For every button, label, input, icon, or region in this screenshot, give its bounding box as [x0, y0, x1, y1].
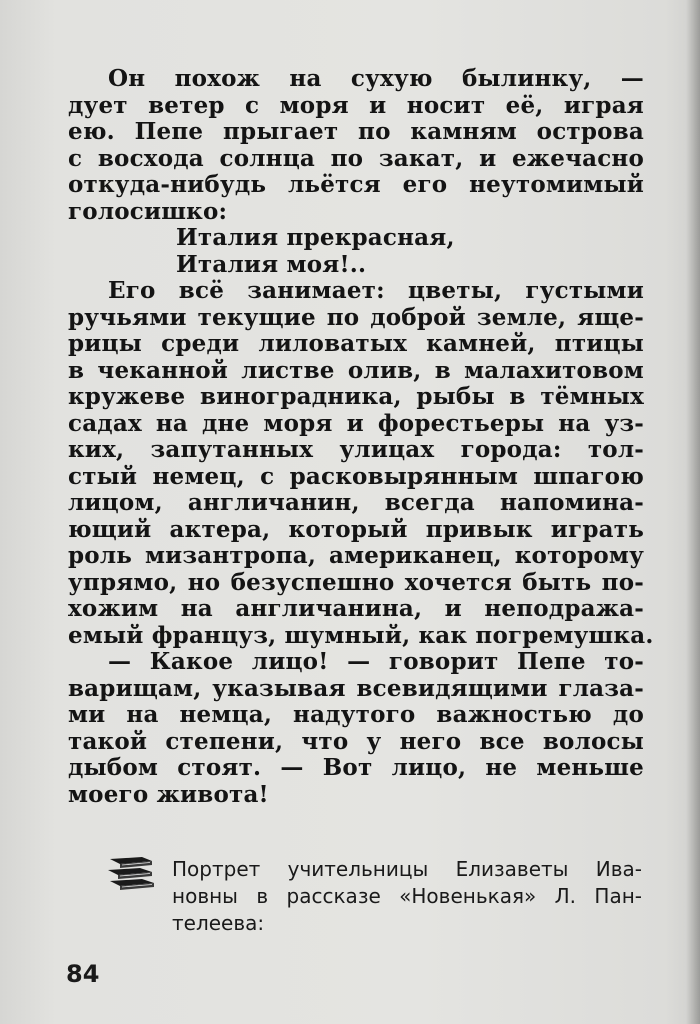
books-icon	[106, 855, 158, 891]
note-line: Портрет учительницы Елизаветы Ива-	[172, 857, 642, 881]
text-line: ющий актера, который привык играть	[68, 515, 644, 543]
text-line: в чеканной листве олив, в малахитовом	[68, 356, 644, 384]
text-line: садах на дне моря и форестьеры на уз-	[68, 409, 644, 437]
text-line: ручьями текущие по доброй земле, яще-	[68, 303, 644, 331]
text-line: дыбом стоят. — Вот лицо, не меньше	[68, 754, 644, 781]
text-line: роль мизантропа, американец, которому	[68, 542, 644, 569]
text-line: хожим на англичанина, и неподража-	[68, 595, 644, 622]
note-line: телеева:	[172, 911, 265, 935]
text-line: с восхода солнца по закат, и ежечасно	[68, 144, 644, 172]
text-line: ми на немца, надутого важностью до	[68, 701, 644, 728]
text-line: дует ветер с моря и носит её, играя	[68, 91, 644, 119]
text-line: ких, запутанных улицах города: тол-	[68, 436, 644, 463]
verse-line: Италия прекрасная,	[176, 224, 455, 251]
note-line: новны в рассказе «Новенькая» Л. Пан-	[172, 884, 642, 908]
text-line: Он похож на сухую былинку, —	[108, 65, 644, 92]
text-line: упрямо, но безуспешно хочется быть по-	[68, 568, 644, 596]
binding-shadow	[686, 0, 700, 1024]
text-line: Его всё занимает: цветы, густыми	[108, 277, 644, 304]
text-line: кружеве виноградника, рыбы в тёмных	[68, 383, 644, 410]
text-line: откуда-нибудь льётся его неутомимый	[68, 171, 644, 198]
verse-line: Италия моя!..	[176, 250, 367, 278]
page-number: 84	[66, 960, 100, 988]
text-line: голосишко:	[68, 197, 228, 225]
text-line: моего живота!	[68, 780, 269, 808]
text-line: варищам, указывая всевидящими глаза-	[68, 674, 644, 702]
note-text	[172, 856, 642, 937]
text-line: стый немец, с расковырянным шпагою	[68, 462, 644, 490]
text-line: ею. Пепе прыгает по камням острова	[68, 118, 644, 145]
text-line: такой степени, что у него все волосы	[68, 727, 644, 755]
text-line: — Какое лицо! — говорит Пепе то-	[108, 648, 644, 675]
main-text	[68, 65, 654, 808]
text-line: рицы среди лиловатых камней, птицы	[68, 330, 644, 357]
text-line: лицом, англичанин, всегда напомина-	[68, 489, 644, 516]
text-line: емый француз, шумный, как погремушка.	[68, 621, 654, 649]
